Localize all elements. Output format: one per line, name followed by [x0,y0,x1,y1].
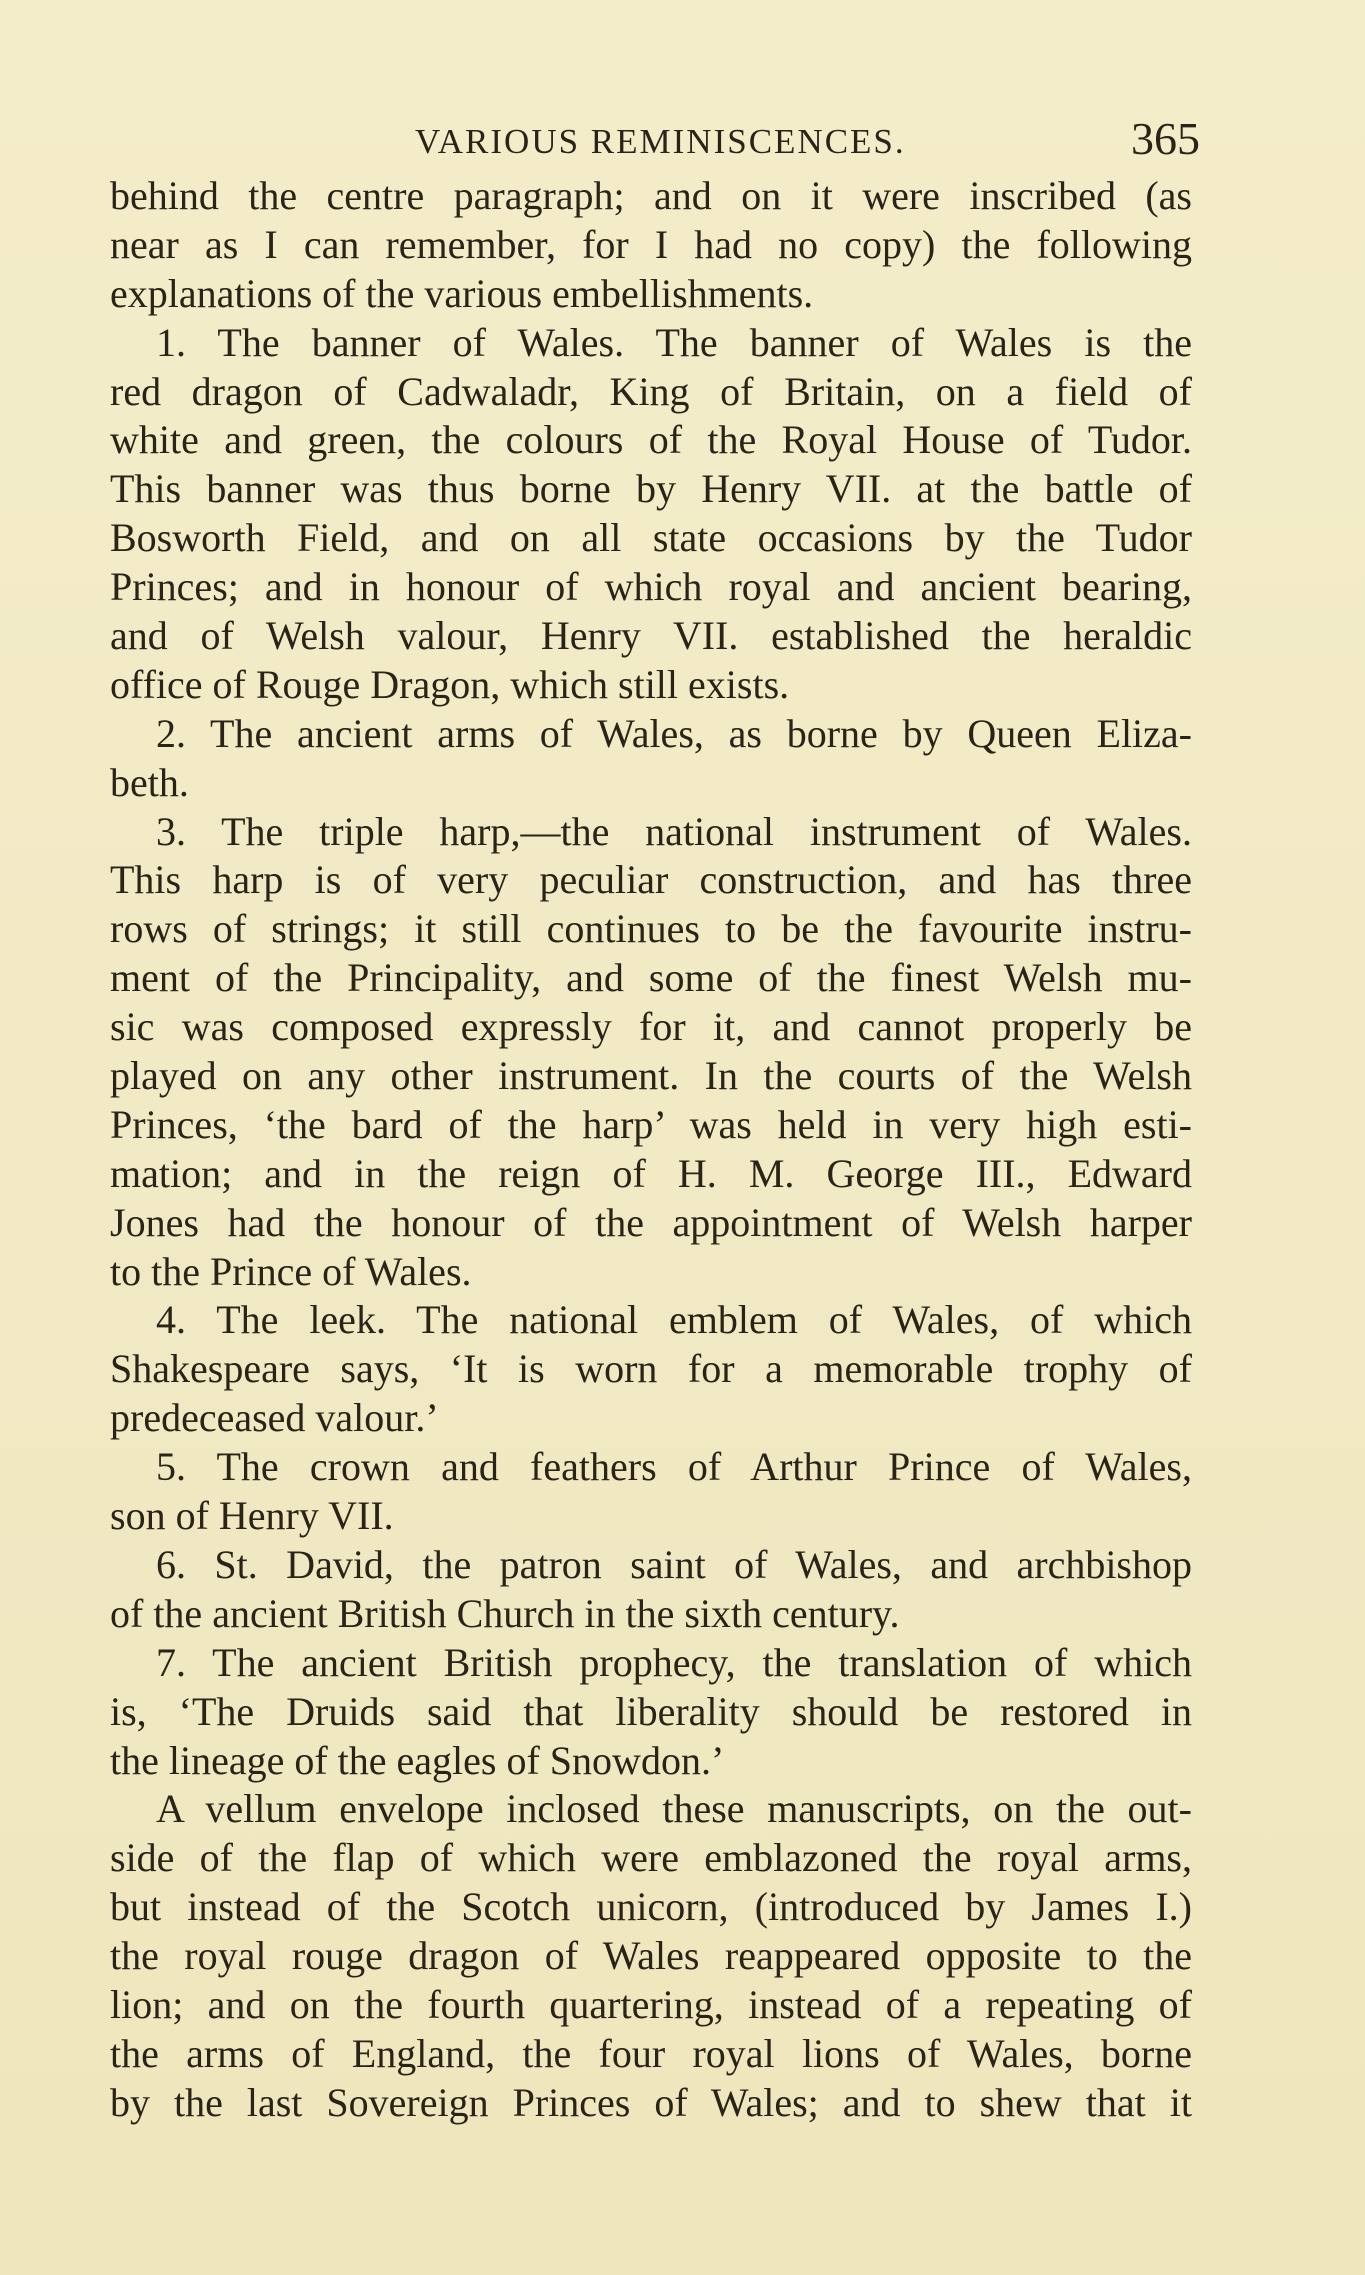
running-head [110,112,1200,172]
text-line: 3. The triple harp,—the national instrument of Wales. [156,808,1192,854]
text-line: the lineage of the eagles of Snowdon.’ [110,1737,725,1783]
text-line: This banner was thus borne by Henry VII. at the battle of [110,466,1192,512]
text-line: This harp is of very peculiar construction, and has three [110,857,1192,903]
text-line: 5. The crown and feathers of Arthur Prince of Wales, [156,1444,1192,1490]
page-number: 365 [1131,113,1200,164]
text-line: 4. The leek. The national emblem of Wales, of which [156,1297,1192,1343]
text-line: Jones had the honour of the appointment of Welsh harper [110,1199,1192,1245]
text-line: the royal rouge dragon of Wales reappeared opposite to the [110,1933,1192,1979]
text-line: 7. The ancient British prophecy, the translation of which [156,1639,1192,1685]
text-line: side of the flap of which were emblazoned the royal arms, [110,1835,1192,1881]
text-line: sic was composed expressly for it, and cannot properly be [110,1004,1192,1050]
text-line: to the Prince of Wales. [110,1248,472,1294]
text-line: Shakespeare says, ‘It is worn for a memorable trophy of [110,1346,1192,1392]
text-line: but instead of the Scotch unicorn, (introduced by James I.) [110,1884,1192,1930]
text-line: mation; and in the reign of H. M. George III., Edward [110,1150,1192,1196]
text-line: near as I can remember, for I had no copy) the following [110,221,1192,267]
text-line: Princes; and in honour of which royal and ancient bearing, [110,564,1192,610]
text-line: lion; and on the fourth quartering, instead of a repeating of [110,1981,1192,2027]
text-line: behind the centre paragraph; and on it were inscribed (as [110,173,1192,218]
text-line: predeceased valour.’ [110,1395,439,1441]
body-text [110,172,1192,2128]
text-line: office of Rouge Dragon, which still exists. [110,661,790,707]
text-line: of the ancient British Church in the sixth century. [110,1590,900,1636]
running-title: VARIOUS REMINISCENCES. [415,122,906,161]
text-line: is, ‘The Druids said that liberality should be restored in [110,1688,1192,1734]
text-line: white and green, the colours of the Royal House of Tudor. [110,417,1192,463]
text-line: explanations of the various embellishments. [110,270,814,316]
text-line: Bosworth Field, and on all state occasions by the Tudor [110,515,1192,561]
text-line: played on any other instrument. In the courts of the Welsh [110,1053,1192,1099]
text-line: and of Welsh valour, Henry VII. established the heraldic [110,613,1192,659]
text-line: 1. The banner of Wales. The banner of Wales is the [156,319,1192,365]
text-line: red dragon of Cadwaladr, King of Britain, on a field of [110,368,1192,414]
text-line: son of Henry VII. [110,1493,394,1539]
text-line: 6. St. David, the patron saint of Wales, and archbishop [156,1541,1192,1587]
text-line: rows of strings; it still continues to be the favourite instru- [110,906,1192,952]
text-line: Princes, ‘the bard of the harp’ was held in very high esti- [110,1101,1192,1147]
text-line: by the last Sovereign Princes of Wales; and to shew that it [110,2079,1192,2125]
text-line: the arms of England, the four royal lions of Wales, borne [110,2030,1192,2076]
text-line: 2. The ancient arms of Wales, as borne by Queen Eliza- [156,710,1192,756]
text-line: A vellum envelope inclosed these manuscripts, on the out- [156,1786,1192,1832]
text-line: ment of the Principality, and some of the finest Welsh mu- [110,955,1192,1001]
text-line: beth. [110,759,189,805]
